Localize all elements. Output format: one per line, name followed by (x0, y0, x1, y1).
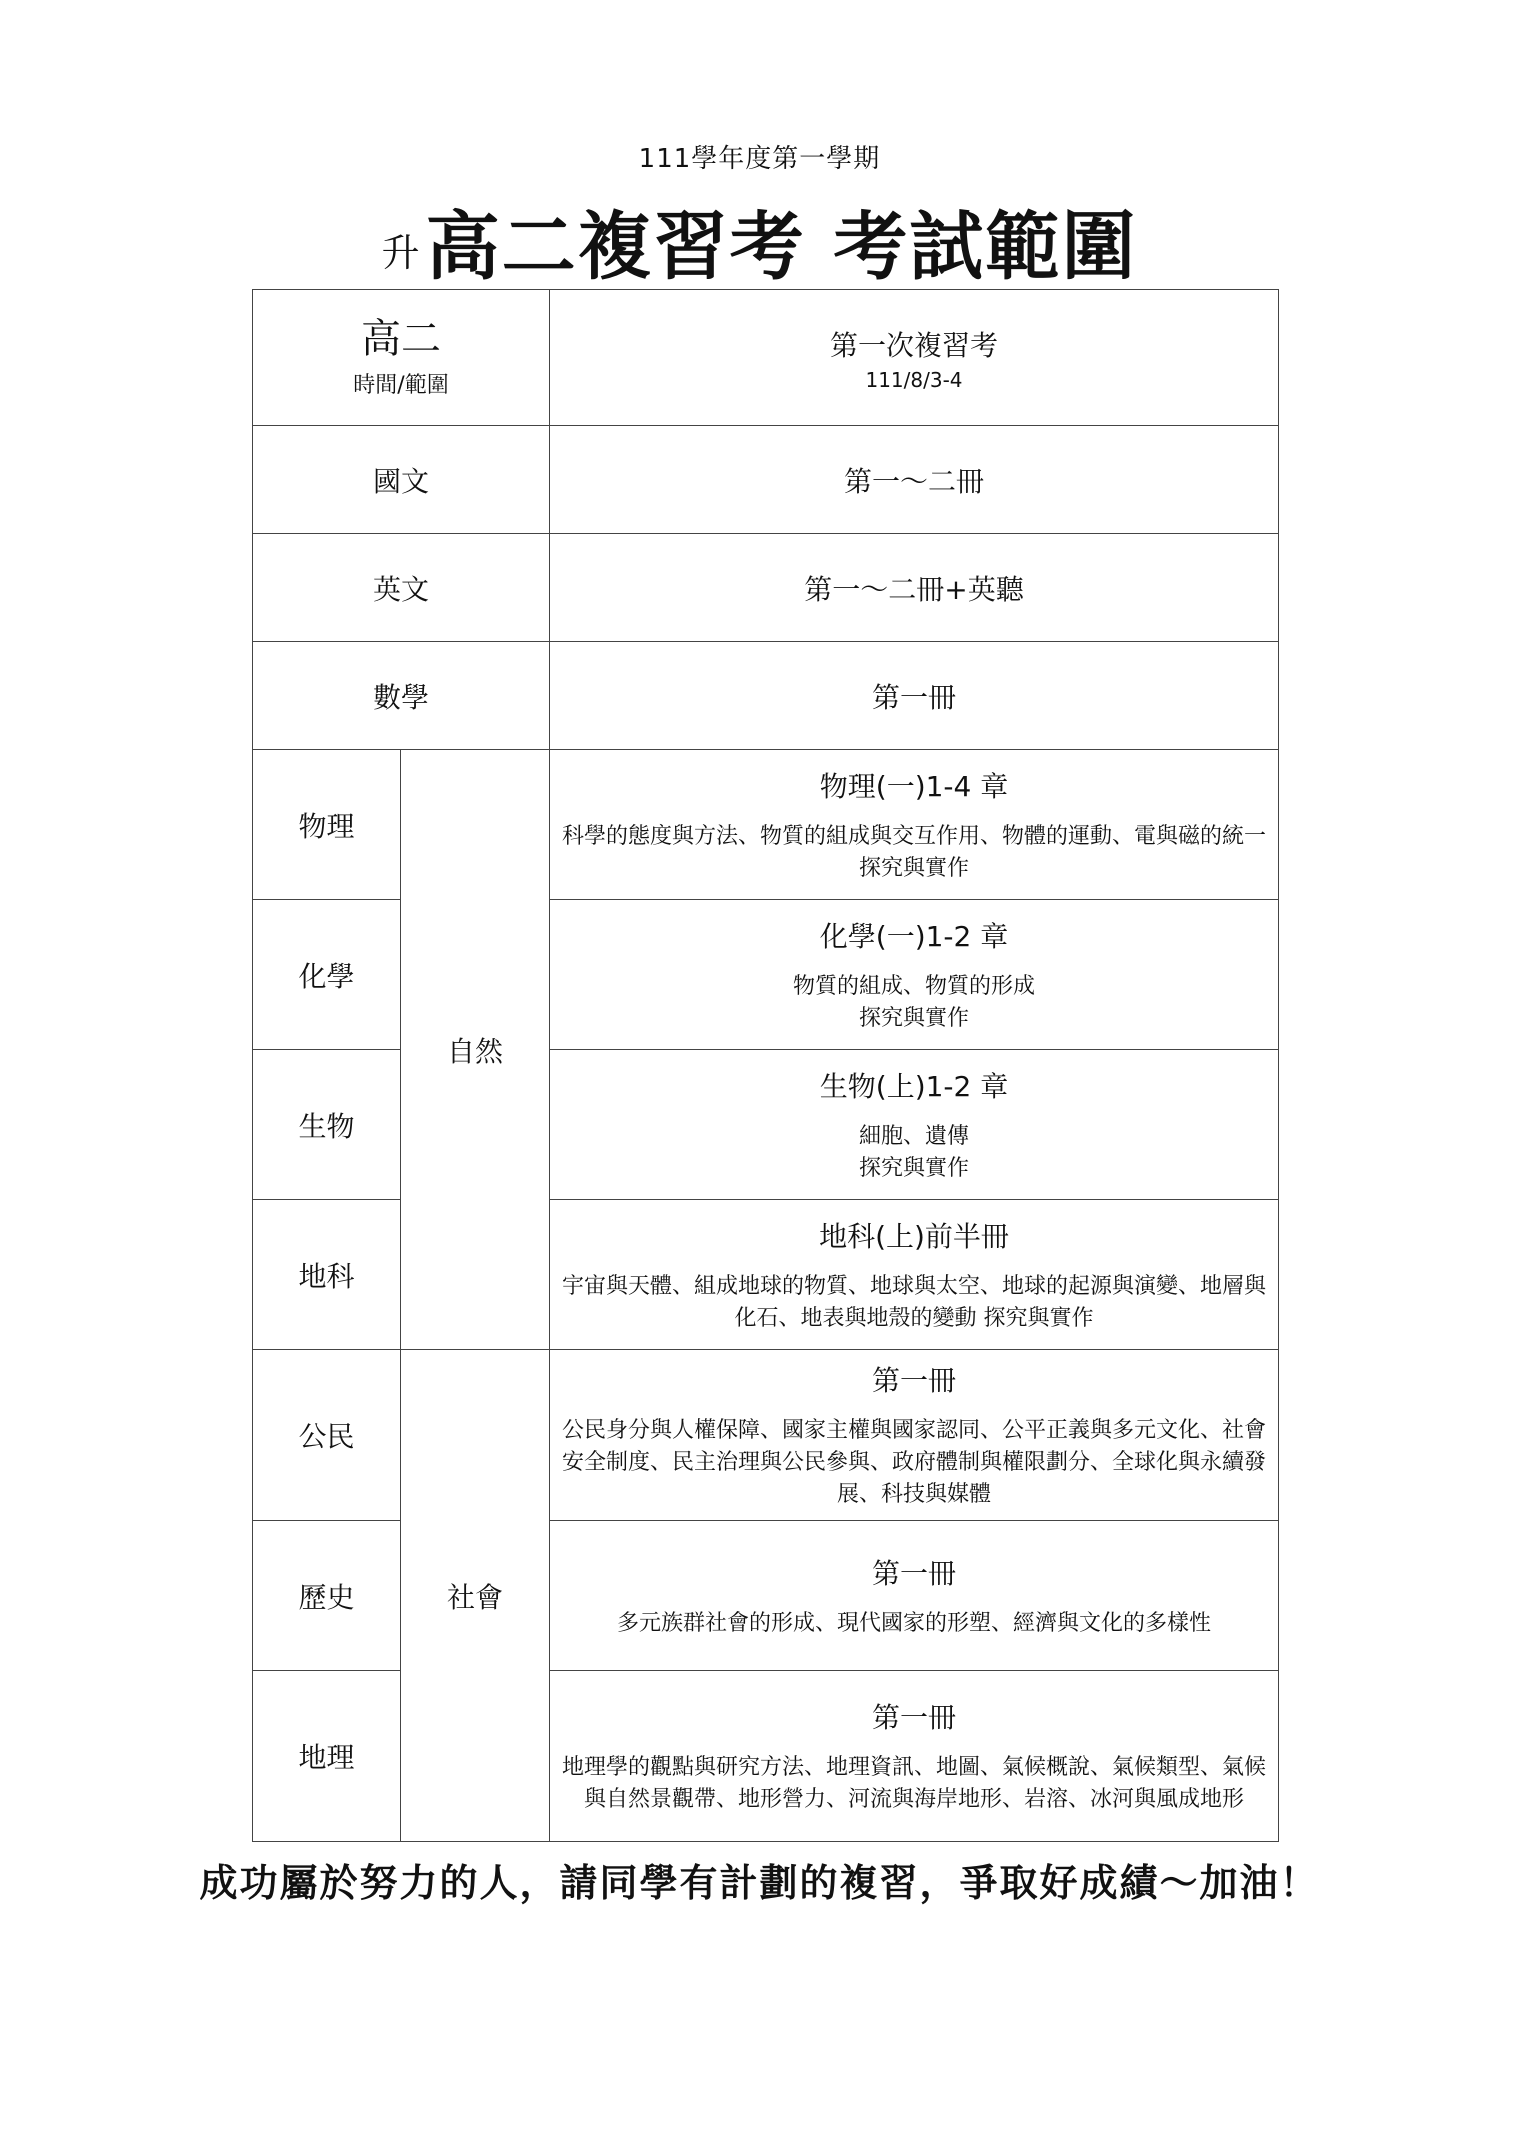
subject-cell: 歷史 (253, 1521, 401, 1671)
range-title: 第一冊 (872, 1556, 957, 1590)
table-row (253, 534, 1279, 642)
range-cell: 第一～二冊 (550, 426, 1279, 534)
exam-name: 第一次複習考 (830, 328, 999, 362)
range-cell (550, 1671, 1279, 1842)
exam-date: 111/8/3-4 (865, 367, 963, 392)
range-detail: 科學的態度與方法、物質的組成與交互作用、物體的運動、電與磁的統一 探究與實作 (562, 823, 1267, 881)
range-detail: 細胞、遺傳 探究與實作 (859, 1123, 970, 1181)
subject-cell: 公民 (253, 1350, 401, 1521)
subject-cell: 生物 (253, 1050, 401, 1200)
page-title (0, 188, 1519, 294)
range-cell (550, 1521, 1279, 1671)
social-group-cell: 社會 (401, 1350, 550, 1842)
range-cell (550, 1050, 1279, 1200)
range-title: 第一冊 (872, 1701, 957, 1734)
table-row (253, 1350, 1279, 1521)
table-row (253, 426, 1279, 534)
title-main: 高二複習考 考試範圍 (425, 204, 1138, 290)
range-cell: 第一～二冊+英聽 (550, 534, 1279, 642)
title-prefix: 升 (381, 231, 420, 275)
semester-label: 111學年度第一學期 (638, 144, 881, 174)
subject-cell: 物理 (253, 750, 401, 900)
range-title: 物理(一)1-4 章 (819, 769, 1009, 803)
range-title: 第一冊 (872, 1364, 957, 1397)
range-detail: 宇宙與天體、組成地球的物質、地球與太空、地球的起源與演變、地層與化石、地表與地殼的變動 探究與實作 (562, 1273, 1267, 1331)
range-detail: 公民身分與人權保障、國家主權與國家認同、公平正義與多元文化、社會安全制度、民主治理與公民參與、政府體制與權限劃分、全球化與永續發展、科技與媒體 (562, 1418, 1267, 1507)
range-title: 生物(上)1-2 章 (819, 1069, 1009, 1103)
range-title: 地科(上)前半冊 (819, 1219, 1009, 1253)
grade-label: 高二 (361, 316, 441, 362)
range-detail: 多元族群社會的形成、現代國家的形塑、經濟與文化的多樣性 (617, 1610, 1212, 1636)
subject-cell: 英文 (253, 534, 550, 642)
range-title: 化學(一)1-2 章 (819, 919, 1009, 953)
subject-cell: 化學 (253, 900, 401, 1050)
subject-cell: 數學 (253, 642, 550, 750)
time-range-label: 時間/範圍 (353, 373, 449, 398)
table-header-row (253, 290, 1279, 426)
subject-cell: 地科 (253, 1200, 401, 1350)
range-cell (550, 1200, 1279, 1350)
range-cell (550, 1350, 1279, 1521)
table-row (253, 750, 1279, 900)
range-cell: 第一冊 (550, 642, 1279, 750)
range-detail: 物質的組成、物質的形成 探究與實作 (793, 973, 1036, 1031)
subject-cell: 地理 (253, 1671, 401, 1842)
range-detail: 地理學的觀點與研究方法、地理資訊、地圖、氣候概說、氣候類型、氣候與自然景觀帶、地形營力、河流與海岸地形、岩溶、冰河與風成地形 (562, 1755, 1267, 1812)
exam-scope-table (252, 289, 1279, 1842)
closing-message: 成功屬於努力的人，請同學有計劃的複習，爭取好成績～加油！ (199, 1861, 1320, 1905)
subject-cell: 國文 (253, 426, 550, 534)
range-cell (550, 900, 1279, 1050)
corner-cell (253, 290, 550, 426)
table-row (253, 642, 1279, 750)
exam-header-cell (550, 290, 1279, 426)
science-group-cell: 自然 (401, 750, 550, 1350)
range-cell (550, 750, 1279, 900)
